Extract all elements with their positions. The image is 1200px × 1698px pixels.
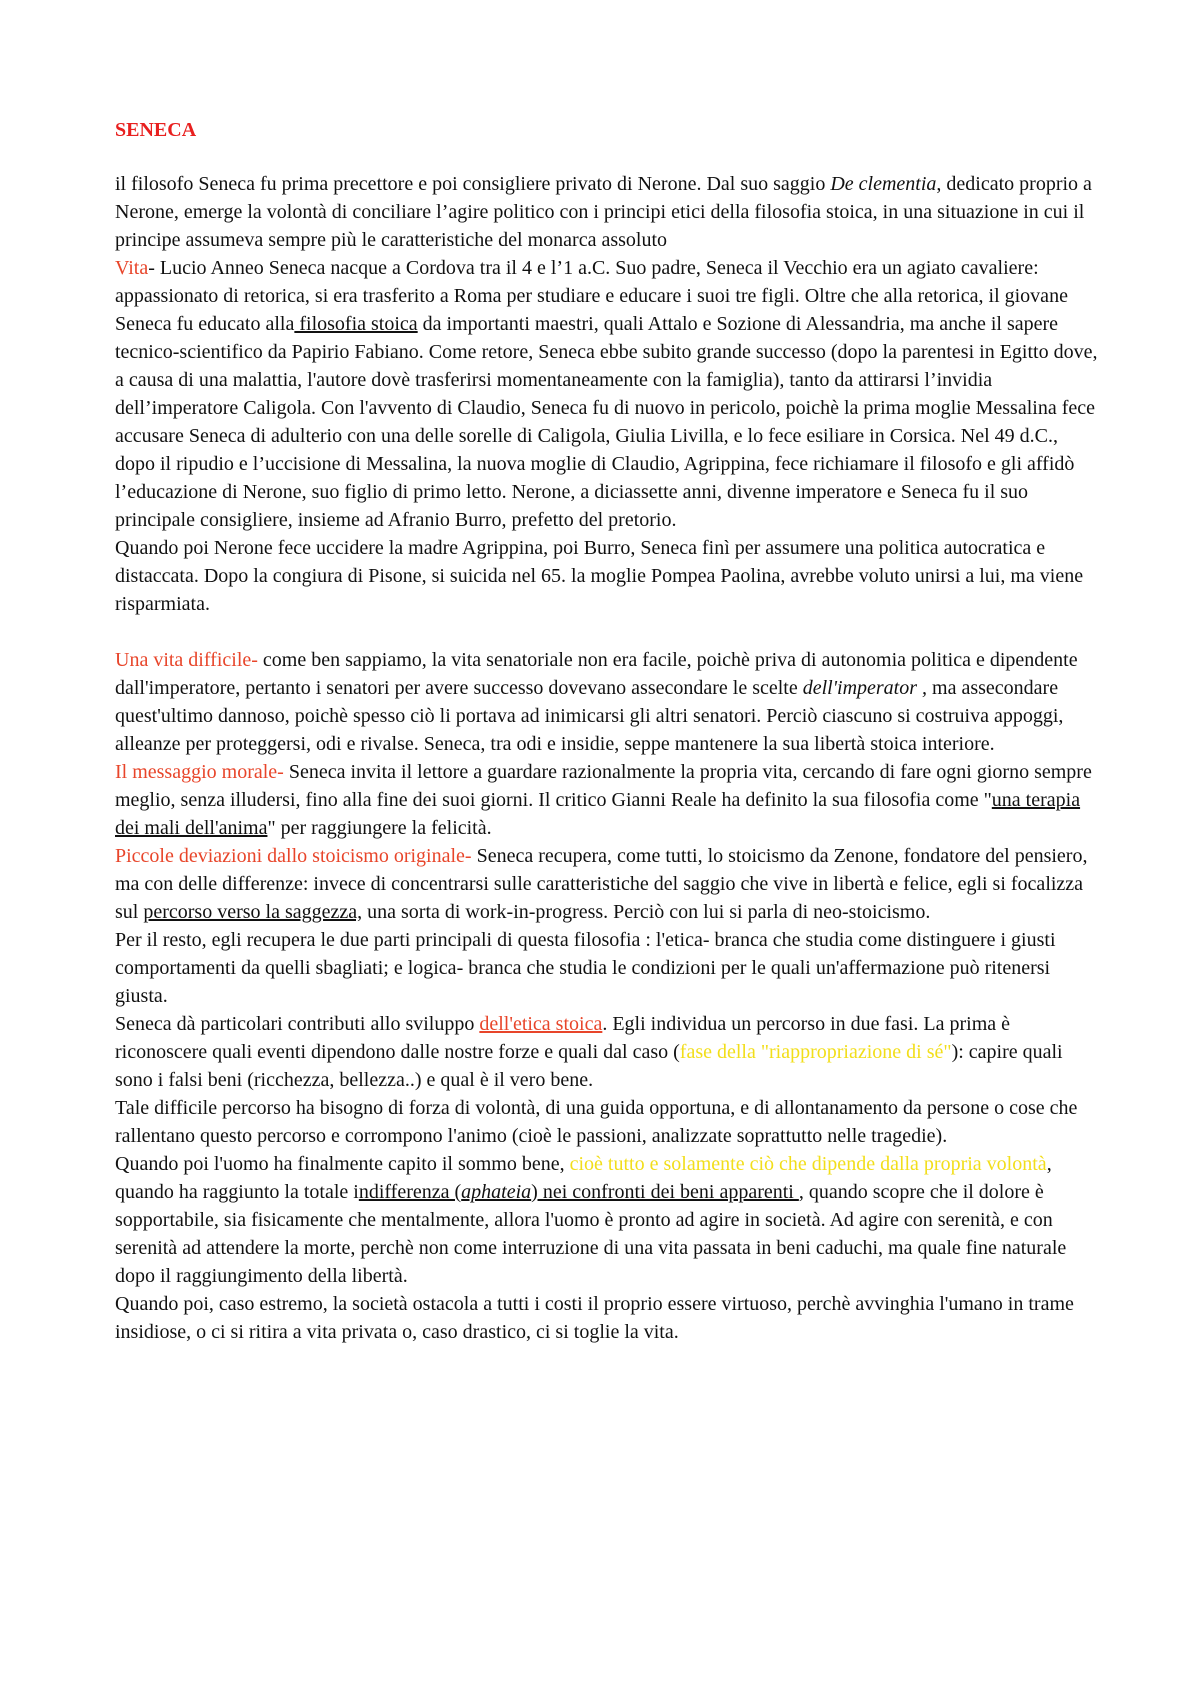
paragraph-gap xyxy=(115,618,1100,646)
difficile-label: Una vita difficile- xyxy=(115,649,258,671)
estremo-paragraph: Quando poi, caso estremo, la società ostacola a tutti i costi il proprio essere virtuoso, perchè avvinghia l'umano in trame insidiose, o ci si ritira a vita privata o, caso drastico, ci si toglie la vita. xyxy=(115,1293,1074,1343)
morale-text-1: Seneca invita il lettore a guardare razionalmente la propria vita, cercando di fare ogni giorno sempre meglio, senza illudersi, fino alla fine dei suoi giorni. Il critico Gianni Reale ha definito la sua filosofia come " xyxy=(115,761,1092,811)
deviazioni-paragraph xyxy=(115,842,1100,926)
etica-text-3: ): capire quali sono i falsi beni (ricchezza, bellezza..) e qual è il vero bene. xyxy=(115,1041,1063,1091)
intro-text-2: , dedicato proprio a Nerone, emerge la volontà di conciliare l’agire politico con i principi etici della filosofia stoica, in una situazione in cui il principe assumeva sempre più le caratteristiche del monarca assoluto xyxy=(115,173,1092,251)
intro-paragraph xyxy=(115,170,1100,254)
difficile-paragraph xyxy=(115,646,1100,758)
vita-end-paragraph: Quando poi Nerone fece uccidere la madre Agrippina, poi Burro, Seneca finì per assumere una politica autocratica e distaccata. Dopo la congiura di Pisone, si suicida nel 65. la moglie Pompea Paolina, avrebbe voluto unirsi a lui, ma viene risparmiata. xyxy=(115,537,1084,615)
etica-stoica-link[interactable]: dell'etica stoica xyxy=(479,1013,603,1035)
etica-paragraph xyxy=(115,1010,1100,1094)
aphateia-term: aphateia xyxy=(461,1181,532,1203)
saggezza-underline: percorso verso la saggezza, xyxy=(143,901,363,923)
morale-paragraph xyxy=(115,758,1100,842)
document-page xyxy=(115,118,1100,1346)
percorso-paragraph: Tale difficile percorso ha bisogno di forza di volontà, di una guida opportuna, e di allontanamento da persone o cose che rallentano questo percorso e corrompono l'animo (cioè le passioni, analizzate soprattutto nelle tragedie). xyxy=(115,1097,1078,1147)
difficile-text-2: ma assecondare quest'ultimo dannoso, poichè spesso ciò li portava ad inimicarsi gli altri senatori. Perciò ciascuno si costruiva appoggi, alleanze per proteggersi, odi e rivalse. Seneca, tra odi e insidie, seppe mantenere la sua libertà stoica interiore. xyxy=(115,677,1064,755)
terapia-underline: una terapia dei mali dell'anima xyxy=(115,789,1081,839)
intro-work-title: De clementia xyxy=(830,173,937,195)
vita-text-1: - Lucio Anneo Seneca nacque a Cordova tra il 4 e l’1 a.C. Suo padre, Seneca il Vecchio era un agiato cavaliere: appassionato di retorica, si era trasferito a Roma per studiare e educare i suoi tre figli. Oltre che alla retorica, il giovane Seneca fu educato alla xyxy=(115,257,1068,335)
vita-text-2: da importanti maestri, quali Attalo e Sozione di Alessandria, ma anche il sapere tecnico-scientifico da Papirio Fabiano. Come retore, Seneca ebbe subito grande successo (dopo la parentesi in Egitto dove, a causa di una malattia, l'autore dovè trasferirsi momentaneamente con la famiglia), tanto da attirarsi l’invidia dell’imperatore Caligola. Con l'avvento di Claudio, Seneca fu di nuovo in pericolo, poichè la prima moglie Messalina fece accusare Seneca di adulterio con una delle sorelle di Caligola, Giulia Livilla, e lo fece esiliare in Corsica. Nel 49 d.C., dopo il ripudio e l’uccisione di Messalina, la nuova moglie di Claudio, Agrippina, fece richiamare il filosofo e gli affidò l’educazione di Nerone, suo figlio di primo letto. Nerone, a diciassette anni, divenne imperatore e Seneca fu il suo principale consigliere, insieme ad Afranio Burro, prefetto del pretorio. xyxy=(115,313,1098,531)
morale-text-2: " per raggiungere la felicità. xyxy=(267,817,492,839)
deviazioni-label: Piccole deviazioni dallo stoicismo originale- xyxy=(115,845,472,867)
sommo-text-1: Quando poi l'uomo ha finalmente capito il sommo bene, xyxy=(115,1153,570,1175)
resto-paragraph: Per il resto, egli recupera le due parti principali di questa filosofia : l'etica- branca che studia come distinguere i giusti comportamenti da quelli sbagliati; e logica- branca che studia le condizioni per le quali un'affermazione può ritenersi giusta. xyxy=(115,929,1056,1007)
difficile-emphasis: dell'imperator , xyxy=(802,677,928,699)
vita-label: Vita xyxy=(115,257,149,279)
sommo-paragraph xyxy=(115,1150,1100,1290)
riappropriazione-highlight: fase della "riappropriazione di sé" xyxy=(679,1041,952,1063)
sommo-text-3: , quando scopre che il dolore è sopportabile, sia fisicamente che mentalmente, allora l'uomo è pronto ad agire in società. Ad agire con serenità, e con serenità ad attendere la morte, perchè non come interruzione di una vita passata in beni caduchi, ma quale fine naturale dopo il raggiungimento della libertà. xyxy=(115,1181,1067,1287)
sommo-text-2: , quando ha raggiunto la totale i xyxy=(115,1153,1052,1203)
etica-text-2: . Egli individua un percorso in due fasi. La prima è riconoscere quali eventi dipendono dalle nostre forze e quali dal caso ( xyxy=(115,1013,1011,1063)
indifferenza-underline-2: ) nei confronti dei beni apparenti xyxy=(531,1181,799,1203)
etica-text-1: Seneca dà particolari contributi allo sviluppo xyxy=(115,1013,480,1035)
intro-text-1: il filosofo Seneca fu prima precettore e poi consigliere privato di Nerone. Dal suo saggio xyxy=(115,173,831,195)
morale-label: Il messaggio morale- xyxy=(115,761,284,783)
volonta-highlight: cioè tutto e solamente ciò che dipende dalla propria volontà xyxy=(569,1153,1047,1175)
difficile-text-1: come ben sappiamo, la vita senatoriale non era facile, poichè priva di autonomia politica e dipendente dall'imperatore, pertanto i senatori per avere successo dovevano assecondare le scelte xyxy=(115,649,1078,699)
deviazioni-text-1: Seneca recupera, come tutti, lo stoicismo da Zenone, fondatore del pensiero, ma con delle differenze: invece di concentrarsi sulle caratteristiche del saggio che vive in libertà e felice, egli si focalizza sul xyxy=(115,845,1088,923)
vita-paragraph xyxy=(115,254,1100,534)
filosofia-stoica-link[interactable]: filosofia stoica xyxy=(294,313,418,335)
indifferenza-underline-1: ndifferenza ( xyxy=(358,1181,462,1203)
deviazioni-text-2: una sorta di work-in-progress. Perciò con lui si parla di neo-stoicismo. xyxy=(362,901,931,923)
page-title: SENECA xyxy=(115,119,197,141)
